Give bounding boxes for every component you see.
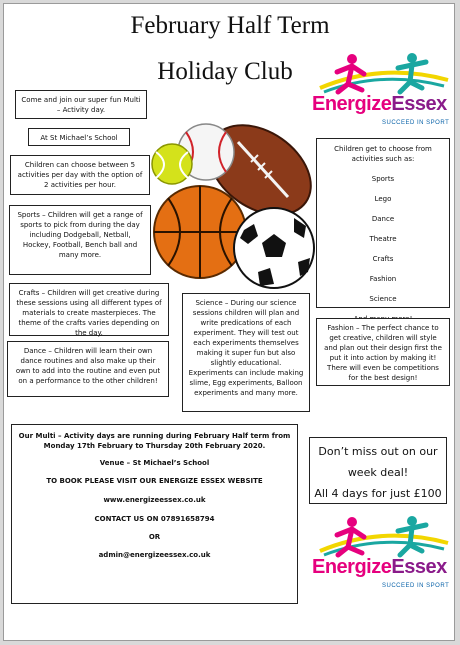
choice-item: Science (369, 295, 397, 303)
contact-phone[interactable]: CONTACT US ON 07891658794 (94, 515, 215, 523)
deal-line-3: All 4 days for just £100 (314, 487, 442, 500)
choice-item: Crafts (372, 255, 394, 263)
choose-box: Children can choose between 5 activities per day with the option of 2 activities per hour. (10, 155, 150, 195)
title-line-2: Holiday Club (157, 58, 293, 85)
intro-box: Come and join our super fun Multi – Activity day. (15, 90, 147, 119)
soccer-ball-icon (234, 208, 314, 288)
logo-brand-text: EnergizeEssex (312, 556, 447, 578)
logo-top (312, 50, 452, 130)
logo-brand-text: EnergizeEssex (312, 93, 447, 115)
crafts-box: Crafts – Children will get creative during these sessions using all different types of materials to create masterpieces. The theme of the crafts varies depending on the day. (9, 283, 169, 336)
venue-line: Venue – St Michael’s School (99, 459, 210, 467)
title-line-1: February Half Term (130, 12, 330, 39)
sports-box: Sports – Children will get a range of sports to pick from during the day including Dodgeball, Netball, Hockey, Football, Bench ball and many more. (9, 205, 151, 275)
basketball-icon (154, 186, 246, 278)
book-line: TO BOOK PLEASE VISIT OUR ENERGIZE ESSEX WEBSITE (46, 477, 263, 485)
booking-info-box (11, 424, 298, 604)
deal-line-2: week deal! (347, 466, 409, 479)
dance-box: Dance – Children will learn their own dance routines and also make up their own to add into the routine and even put on a performance to the other children! (7, 341, 169, 397)
sports-balls-illustration (148, 112, 323, 297)
fashion-box: Fashion – The perfect chance to get creative, children will style and plan out their design first the put it into action by making it! There will even be competitions for the best design! (316, 318, 450, 386)
choice-item: Lego (374, 195, 392, 203)
choice-item: Dance (371, 215, 395, 223)
logo-tagline: SUCCEED IN SPORT (382, 120, 450, 126)
tennis-ball-icon (152, 144, 192, 184)
email-link[interactable]: admin@energizeessex.co.uk (98, 551, 211, 559)
dates-line-1: Our Multi – Activity days are running during February Half term from (18, 432, 291, 440)
choice-item: Theatre (369, 235, 397, 243)
deal-box (309, 437, 447, 504)
website-link[interactable]: www.energizeessex.co.uk (103, 496, 206, 504)
or-text: OR (148, 533, 161, 541)
science-box: Science – During our science sessions children will plan and write predications of each experiment. They will test out each experiments themselves making it super fun but also slightly educational. Experiments can include making slime, Egg experiments, Balloon experiments and many more. (182, 293, 310, 412)
logo-bottom (312, 513, 452, 593)
dates-line-2: Monday 17th February to Thursday 20th February 2020. (43, 442, 266, 450)
choice-item: Fashion (369, 275, 397, 283)
logo-tagline: SUCCEED IN SPORT (382, 583, 450, 589)
venue-box: At St Michael’s School (28, 128, 130, 146)
choices-box (316, 138, 450, 308)
deal-line-1: Don’t miss out on our (318, 445, 438, 458)
choices-heading: Children get to choose from activities such as: (334, 145, 432, 163)
choice-item: Sports (371, 175, 395, 183)
